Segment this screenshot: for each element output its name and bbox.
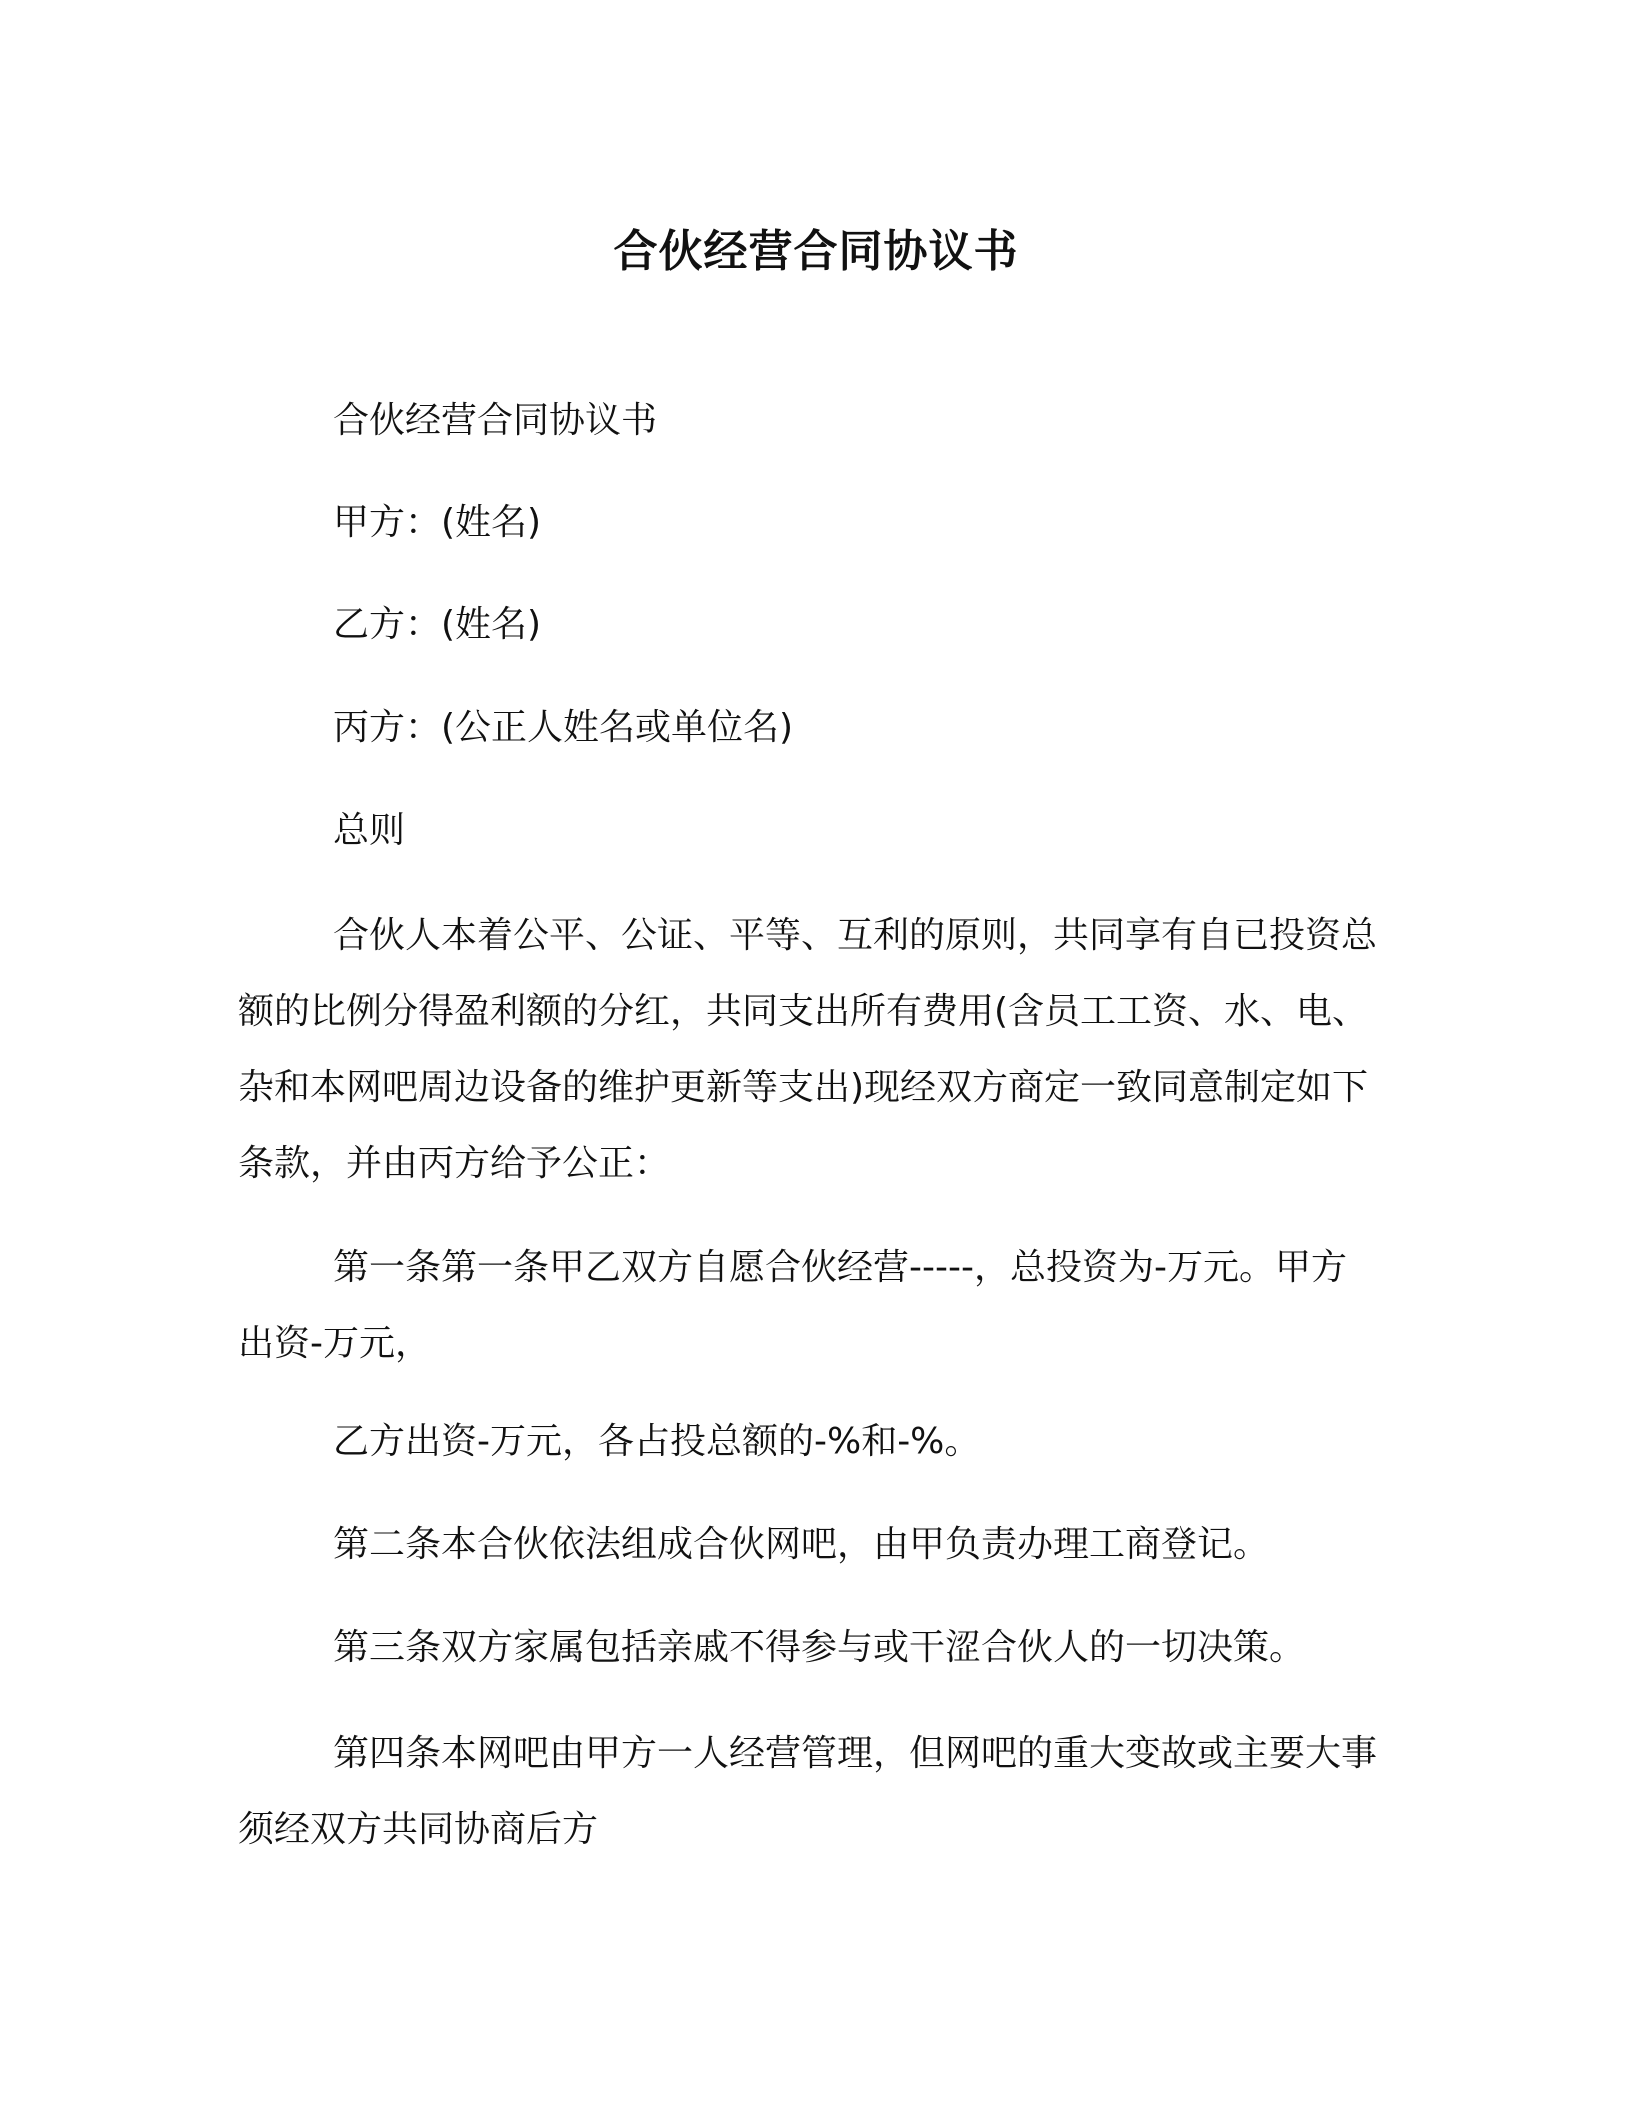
article-1-paragraph: 第一条第一条甲乙双方自愿合伙经营-----，总投资为-万元。甲方出资-万元， (238, 1247, 1347, 1364)
article-1-continued: 乙方出资-万元，各占投总额的-%和-%。 (333, 1421, 981, 1462)
document-title: 合伙经营合同协议书 (613, 226, 1019, 277)
general-heading: 总则 (333, 810, 406, 851)
party-b-line: 乙方：(姓名) (333, 604, 542, 645)
party-a-line: 甲方：(姓名) (333, 502, 542, 543)
general-paragraph: 合伙人本着公平、公证、平等、互利的原则，共同享有自已投资总额的比例分得盈利额的分红，共同支出所有费用(含员工工资、水、电、杂和本网吧周边设备的维护更新等支出)现经双方商定一致同意制定如下条款，并由丙方给予公正： (238, 915, 1378, 1184)
article-3-paragraph: 第三条双方家属包括亲戚不得参与或干涩合伙人的一切决策。 (333, 1627, 1306, 1668)
party-c-line: 丙方：(公正人姓名或单位名) (333, 707, 794, 748)
article-4-paragraph: 第四条本网吧由甲方一人经营管理，但网吧的重大变故或主要大事须经双方共同协商后方 (238, 1733, 1378, 1850)
document-subtitle: 合伙经营合同协议书 (333, 400, 658, 441)
article-2-paragraph: 第二条本合伙依法组成合伙网吧，由甲负责办理工商登记。 (333, 1524, 1270, 1565)
